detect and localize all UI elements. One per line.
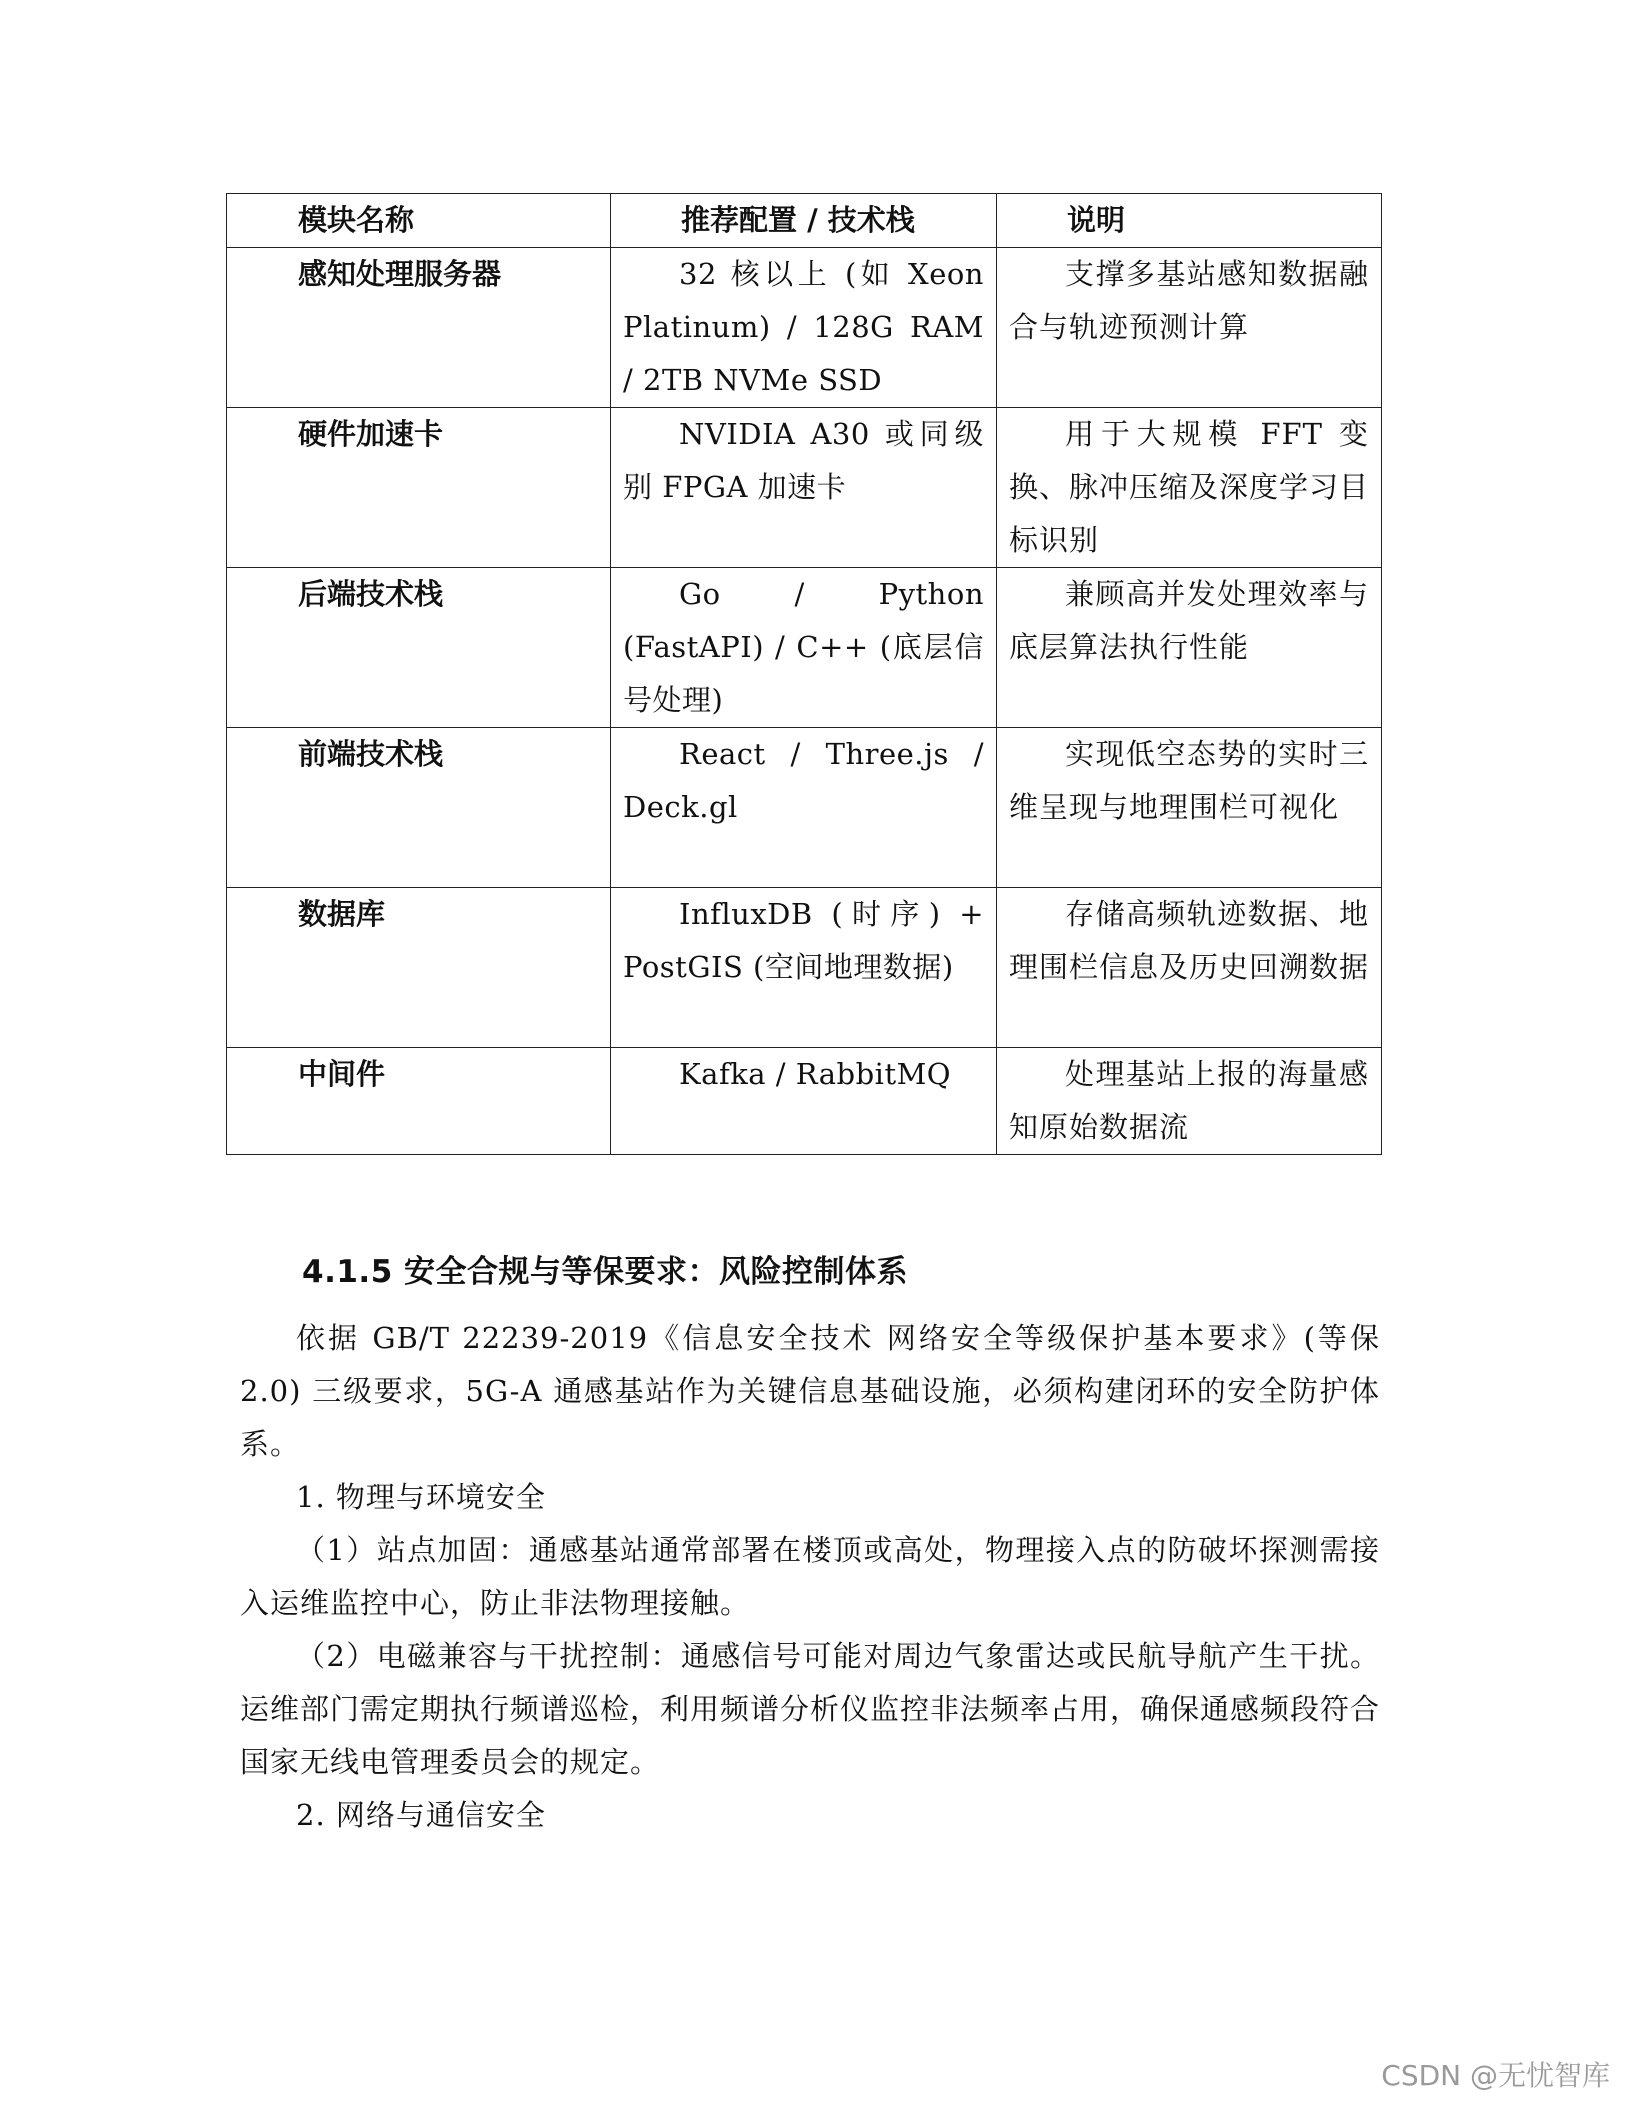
watermark: CSDN @无忧智库 [1381, 2059, 1610, 2092]
row-config: React / Three.js / Deck.gl [611, 728, 997, 888]
intro-paragraph: 依据 GB/T 22239-2019《信息安全技术 网络安全等级保护基本要求》(等保 2.0) 三级要求，5G-A 通感基站作为关键信息基础设施，必须构建闭环的安全防护体系。 [240, 1321, 1380, 1461]
row-config: InfluxDB (时序) + PostGIS (空间地理数据) [611, 888, 997, 1048]
spec-table [226, 193, 1382, 1155]
row-config: Go / Python (FastAPI) / C++ (底层信号处理) [611, 568, 997, 728]
row-description: 处理基站上报的海量感知原始数据流 [997, 1048, 1382, 1155]
table-row [227, 408, 1382, 568]
row-name: 中间件 [227, 1048, 611, 1155]
table-row [227, 568, 1382, 728]
subheading-physical-security: 1. 物理与环境安全 [296, 1480, 546, 1514]
row-name: 硬件加速卡 [227, 408, 611, 568]
row-description: 兼顾高并发处理效率与底层算法执行性能 [997, 568, 1382, 728]
row-description: 用于大规模 FFT 变换、脉冲压缩及深度学习目标识别 [997, 408, 1382, 568]
table-row [227, 728, 1382, 888]
row-config: NVIDIA A30 或同级别 FPGA 加速卡 [611, 408, 997, 568]
row-name: 感知处理服务器 [227, 248, 611, 408]
table-row [227, 248, 1382, 408]
table-header-row [227, 194, 1382, 248]
header-module-name: 模块名称 [227, 194, 611, 248]
table-row [227, 888, 1382, 1048]
paragraph-emc-interference: （2）电磁兼容与干扰控制：通感信号可能对周边气象雷达或民航导航产生干扰。运维部门需定期执行频谱巡检，利用频谱分析仪监控非法频率占用，确保通感频段符合国家无线电管理委员会的规定。 [240, 1639, 1381, 1779]
row-config: Kafka / RabbitMQ [611, 1048, 997, 1155]
row-name: 前端技术栈 [227, 728, 611, 888]
row-name: 后端技术栈 [227, 568, 611, 728]
section-heading: 4.1.5 安全合规与等保要求：风险控制体系 [302, 1254, 909, 1290]
header-description: 说明 [997, 194, 1382, 248]
row-name: 数据库 [227, 888, 611, 1048]
paragraph-site-hardening: （1）站点加固：通感基站通常部署在楼顶或高处，物理接入点的防破坏探测需接入运维监控中心，防止非法物理接触。 [240, 1533, 1380, 1620]
row-description: 实现低空态势的实时三维呈现与地理围栏可视化 [997, 728, 1382, 888]
subheading-network-security: 2. 网络与通信安全 [296, 1798, 546, 1832]
row-description: 支撑多基站感知数据融合与轨迹预测计算 [997, 248, 1382, 408]
header-config: 推荐配置 / 技术栈 [611, 194, 997, 248]
table-row [227, 1048, 1382, 1155]
row-config: 32 核以上 (如 Xeon Platinum) / 128G RAM / 2TB NVMe SSD [611, 248, 997, 408]
section-body [240, 1312, 1380, 1842]
row-description: 存储高频轨迹数据、地理围栏信息及历史回溯数据 [997, 888, 1382, 1048]
